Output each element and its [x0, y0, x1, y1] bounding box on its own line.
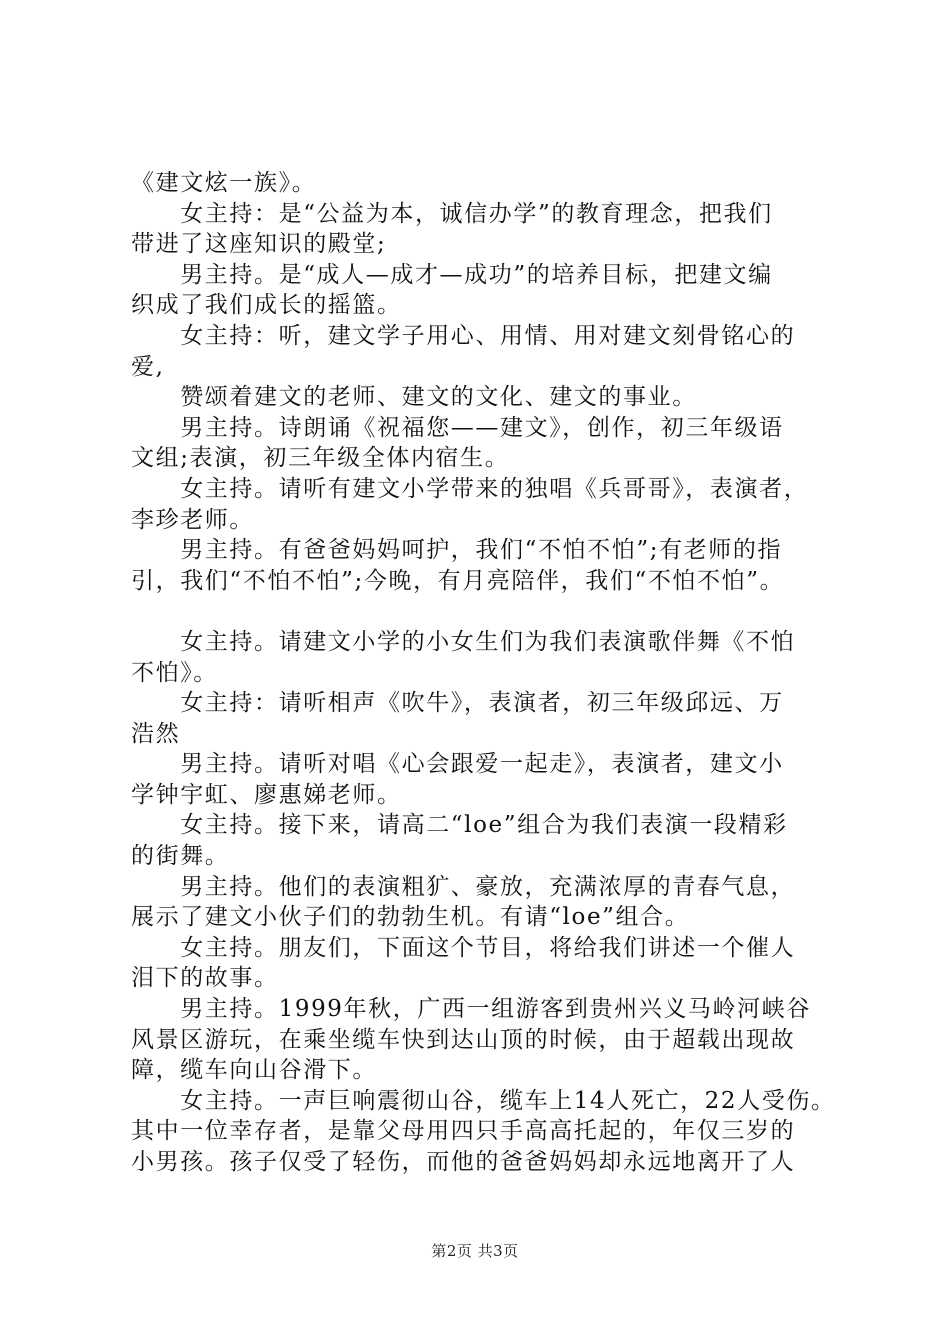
text-line: 李珍老师。 — [131, 506, 254, 533]
text-line: 织成了我们成长的摇篮。 — [131, 292, 402, 319]
text-line: 学钟宇虹、廖惠娣老师。 — [131, 781, 402, 808]
text-line: 风景区游玩，在乘坐缆车快到达山顶的时候，由于超载出现故 — [131, 1026, 796, 1053]
text-line: 女主持。一声巨响震彻山谷，缆车上14人死亡，22人受伤。 — [131, 1087, 836, 1114]
text-line: 不怕》。 — [131, 659, 218, 686]
text-line: 男主持。他们的表演粗犷、豪放，充满浓厚的青春气息， — [131, 873, 796, 900]
text-line: 展示了建文小伙子们的勃勃生机。有请“loe”组合。 — [131, 904, 690, 931]
text-line: 女主持：请听相声《吹牛》，表演者，初三年级邱远、万 — [131, 690, 784, 717]
text-line: 《建文炫一族》。 — [131, 170, 317, 196]
text-line: 障，缆车向山谷滑下。 — [131, 1057, 377, 1084]
text-line: 女主持。朋友们，下面这个节目，将给我们讲述一个催人 — [131, 934, 796, 961]
text-line: 男主持。有爸爸妈妈呵护，我们“不怕不怕”;有老师的指 — [131, 537, 783, 564]
page-footer — [0, 1240, 950, 1261]
text-line: 男主持。是“成人—成才—成功”的培养目标，把建文编 — [131, 261, 773, 288]
text-line: 泪下的故事。 — [131, 965, 279, 992]
text-line: 的街舞。 — [131, 843, 230, 870]
text-line: 女主持：听，建文学子用心、用情、用对建文刻骨铭心的 — [131, 322, 796, 349]
text-line: 赞颂着建文的老师、建文的文化、建文的事业。 — [131, 384, 697, 411]
text-line: 爱, — [131, 353, 165, 380]
text-line: 男主持。1999年秋，广西一组游客到贵州兴义马岭河峡谷 — [131, 996, 811, 1023]
text-line: 女主持。请建文小学的小女生们为我们表演歌伴舞《不怕 — [131, 628, 796, 655]
text-line: 男主持。诗朗诵《祝福您——建文》，创作，初三年级语 — [131, 414, 784, 441]
text-line: 浩然 — [131, 720, 181, 747]
document-body — [131, 168, 851, 1178]
text-line: 女主持：是“公益为本，诚信办学”的教育理念，把我们 — [131, 200, 773, 227]
text-line: 其中一位幸存者，是靠父母用四只手高高托起的，年仅三岁的 — [131, 1118, 796, 1145]
text-line: 带进了这座知识的殿堂; — [131, 231, 387, 258]
page-number-label: 第2页 共3页 — [431, 1242, 519, 1260]
text-line: 男主持。请听对唱《心会跟爱一起走》，表演者，建文小 — [131, 751, 784, 778]
text-line: 文组;表演，初三年级全体内宿生。 — [131, 445, 510, 472]
text-line: 女主持。请听有建文小学带来的独唱《兵哥哥》，表演者， — [131, 475, 809, 502]
text-line: 女主持。接下来，请高二“loe”组合为我们表演一段精彩 — [131, 812, 788, 839]
blank-line — [131, 596, 851, 627]
text-line: 引，我们“不怕不怕”;今晚，有月亮陪伴，我们“不怕不怕”。 — [131, 567, 785, 594]
text-line: 小男孩。孩子仅受了轻伤，而他的爸爸妈妈却永远地离开了人 — [131, 1149, 796, 1175]
